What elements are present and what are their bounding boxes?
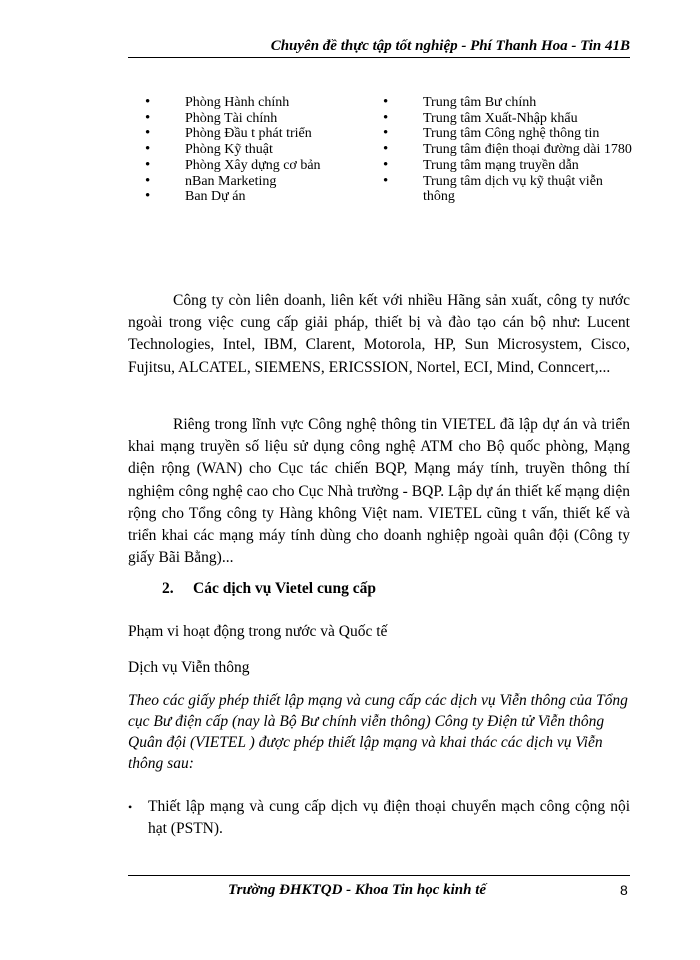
service-bullet: • Thiết lập mạng và cung cấp dịch vụ điện thoại chuyển mạch công cộng nội hạt (PSTN). [128,798,630,837]
department-list [140,95,375,205]
list-item: • Phòng Hành chính [145,94,290,110]
bullet-icon: • [383,172,389,189]
license-paragraph: Theo các giấy phép thiết lập mạng và cung cấp các dịch vụ Viễn thông của Tổng cục Bư điện cấp (nay là Bộ Bư chính viễn thông) Công ty Điện tử Viễn thông Quân đội (VIETEL ) được phép thiết lập mạng và khai thác các dịch vụ Viễn thông sau: [128,692,628,772]
list-item: • Trung tâm Công nghệ thông tin [383,125,600,142]
page-header: Chuyên đề thực tập tốt nghiệp - Phí Thanh Hoa - Tin 41B [128,38,630,58]
bullet-icon: • [145,94,151,110]
scope-line: Phạm vi hoạt động trong nước và Quốc tế [128,623,388,640]
bullet-icon: • [145,141,151,158]
bullet-icon: • [128,800,133,814]
bullet-icon: • [145,188,151,205]
list-item: • Trung tâm mạng truyền dẫn [383,156,579,173]
list-item: • Phòng Kỹ thuật [145,141,273,158]
bullet-icon: • [383,94,389,110]
footer-divider [128,875,630,876]
bullet-icon: • [145,125,151,142]
list-item: • Phòng Xây dựng cơ bản [145,156,321,173]
bullet-icon: • [145,109,151,126]
section-heading: 2. Các dịch vụ Vietel cung cấp [162,580,376,597]
center-list [378,95,638,205]
bullet-icon: • [383,141,389,158]
bullet-icon: • [145,172,151,189]
list-item: • nBan Marketing [145,172,277,189]
service-line: Dịch vụ Viễn thông [128,659,250,676]
bullet-icon: • [383,109,389,126]
bullet-icon: • [383,156,389,173]
list-item: • Ban Dự án [145,188,246,205]
list-item: • Trung tâm Bư chính [383,94,537,110]
list-item: • Trung tâm dịch vụ kỹ thuật viễn thông [383,172,603,205]
partners-paragraph: Công ty còn liên doanh, liên kết với nhiều Hãng sản xuất, công ty nước ngoài trong việc cung cấp giải pháp, thiết bị và đào tạo cán bộ như: Lucent Technologies, Intel, IBM, Clarent, Motorola, HP, Sun Microsystem, Cisco, Fujitsu, ALCATEL, SIEMENS, ERICSSION, Nortel, ECI, Mind, Conncert,... [128,292,630,376]
bullet-icon: • [383,125,389,142]
list-item: • Phòng Đầu t phát triển [145,125,312,142]
list-item: • Phòng Tài chính [145,109,278,126]
page-number: 8 [620,882,628,898]
page-footer: Trường ĐHKTQD - Khoa Tin học kinh tế [228,882,487,898]
bullet-icon: • [145,156,151,173]
list-item: • Trung tâm điện thoại đường dài 1780 [383,141,632,158]
it-projects-paragraph: Riêng trong lĩnh vực Công nghệ thông tin VIETEL đã lập dự án và triển khai mạng truyền số liệu sử dụng công nghệ ATM cho Bộ quốc phòng, Mạng diện rộng (WAN) cho Cục tác chiến BQP, Mạng máy tính, truyền thông thí nghiệm công nghệ cao cho Cục Nhà trường - BQP. Lập dự án thiết kế mạng diện rộng cho Tổng công ty Hàng không Việt nam. VIETEL cũng t vấn, thiết kế và triển khai các mạng máy tính dùng cho doanh nghiệp ngoài quân đội (Công ty giấy Bãi Bằng)... [128,416,630,567]
list-item: • Trung tâm Xuất-Nhập khẩu [383,109,578,126]
